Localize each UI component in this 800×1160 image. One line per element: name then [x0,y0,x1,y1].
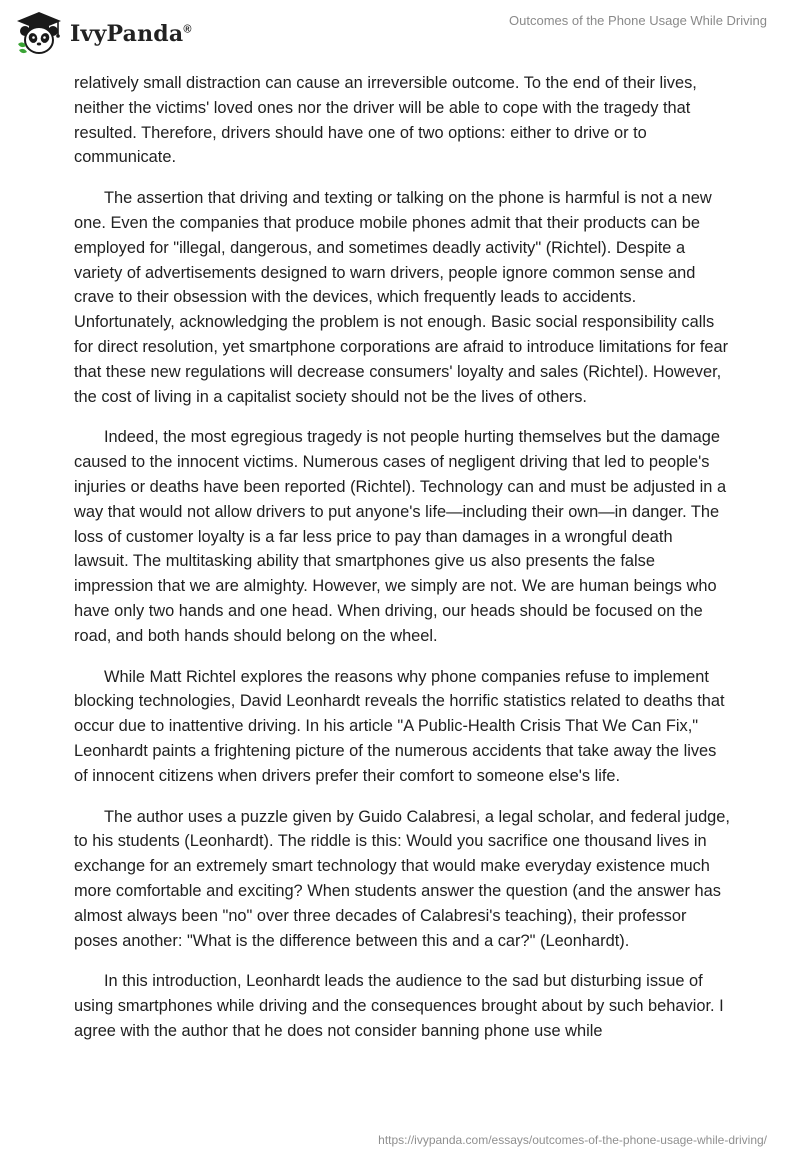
paragraph: In this introduction, Leonhardt leads the audience to the sad but disturbing issue of using smartphones while driving and the consequences brought about by such behavior. I agree with the author that he does not consider banning phone use while [74,972,724,1040]
source-url[interactable]: https://ivypanda.com/essays/outcomes-of-the-phone-usage-while-driving/ [378,1133,767,1147]
paragraph: While Matt Richtel explores the reasons why phone companies refuse to implement blocking technologies, David Leonhardt reveals the horrific statistics related to deaths that occur due to inattentive driving. In his article "A Public-Health Crisis That We Can Fix," Leonhardt paints a frightening picture of the numerous accidents that take away the lives of innocent citizens when drivers prefer their comfort to someone else's life. [74,667,725,785]
paragraph: relatively small distraction can cause an irreversible outcome. To the end of their lives, neither the victims' loved ones nor the driver will be able to cope with the tragedy that resulted. Therefore, drivers should have one of two options: either to drive or to communicate. [74,74,697,167]
panda-graduation-cap-icon [14,10,64,56]
paragraph: The author uses a puzzle given by Guido Calabresi, a legal scholar, and federal judge, to his students (Leonhardt). The riddle is this: Would you sacrifice one thousand lives in exchange for an extremely smart technology that would make everyday existence much more comfortable and exciting? When students answer the question (and the answer has almost always been "no" over three decades of Calabresi's teaching), their professor poses another: "What is the difference between this and a car?" (Leonhardt). [74,807,730,950]
paragraph: Indeed, the most egregious tragedy is not people hurting themselves but the damage caused to the innocent victims. Numerous cases of negligent driving that led to people's injuries or deaths have been reported (Richtel). Technology can and must be adjusted in a way that would not allow drivers to put anyone's life—including their own—in danger. The loss of customer loyalty is a far less price to pay than damages in a wrongful death lawsuit. The multitasking ability that smartphones give us also presents the false impression that we are almighty. However, we simply are not. We are human beings who have only two hands and one head. When driving, our heads should be focused on the road, and both hands should belong on the wheel. [74,428,727,645]
paragraph: The assertion that driving and texting or talking on the phone is harmful is not a new one. Even the companies that produce mobile phones admit that their products can be employed for "illegal, dangerous, and sometimes deadly activity" (Richtel). Despite a variety of advertisements designed to warn drivers, people ignore common sense and crave to their obsession with the devices, which frequently leads to accidents. Unfortunately, acknowledging the problem is not enough. Basic social responsibility calls for direct resolution, yet smartphone corporations are afraid to introduce limitations for fear that these new regulations will decrease consumers' loyalty and sales (Richtel). However, the cost of living in a capitalist society should not be the lives of others. [74,189,729,406]
brand-name: IvyPanda® [70,21,192,47]
ivypanda-logo[interactable] [14,10,192,56]
page-header [0,0,800,66]
essay-body [74,71,730,1060]
document-title: Outcomes of the Phone Usage While Driving [509,13,767,28]
registered-mark: ® [183,23,192,36]
